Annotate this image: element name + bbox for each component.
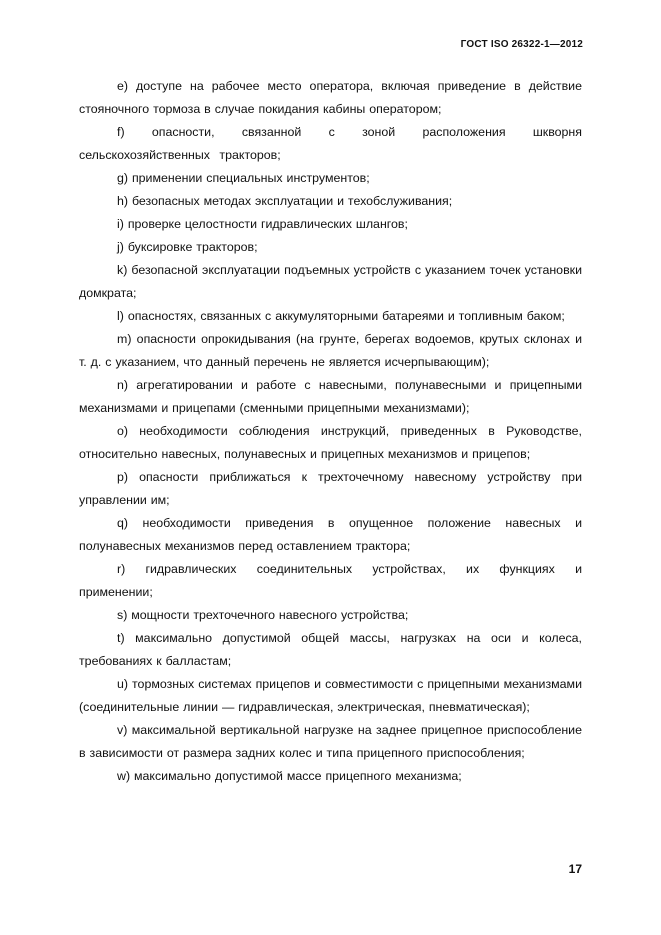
list-item-r: r) гидравлических соединительных устройствах, их функциях и применении; xyxy=(79,562,582,599)
list-item-u: u) тормозных системах прицепов и совместимости с прицепными механизмами (соединительные линии — гидравлическая, электрическая, пневматическая); xyxy=(79,677,582,714)
list-item-o: o) необходимости соблюдения инструкций, приведенных в Руководстве, относительно навесных, полунавесных и прицепных механизмов и прицепов; xyxy=(79,424,582,461)
list-item-h: h) безопасных методах эксплуатации и техобслуживания; xyxy=(117,194,453,208)
list-item-l: l) опасностях, связанных с аккумуляторными батареями и топливным баком; xyxy=(117,309,565,323)
list-item-s: s) мощности трехточечного навесного устройства; xyxy=(117,608,409,622)
page-number: 17 xyxy=(568,862,582,876)
list-item-j: j) буксировке тракторов; xyxy=(117,240,258,254)
list-item-i: i) проверке целостности гидравлических шлангов; xyxy=(117,217,408,231)
list-item-p: p) опасности приближаться к трехточечному навесному устройству при управлении им; xyxy=(79,470,582,507)
list-item-e: e) доступе на рабочее место оператора, включая приведение в действие стояночного тормоза в случае покидания кабины оператором; xyxy=(79,79,582,116)
list-item-n: n) агрегатировании и работе с навесными, полунавесными и прицепными механизмами и прицепами (сменными прицепными механизмами); xyxy=(79,378,582,415)
list-item-g: g) применении специальных инструментов; xyxy=(117,171,370,185)
list-item-k: k) безопасной эксплуатации подъемных устройств с указанием точек установки домкрата; xyxy=(79,263,582,300)
list-item-f: f) опасности, связанной с зоной расположения шкворня сельскохозяйственных тракторов; xyxy=(79,125,582,162)
list-item-m: m) опасности опрокидывания (на грунте, берегах водоемов, крутых склонах и т. д. с указанием, что данный перечень не является исчерпывающим); xyxy=(79,332,582,369)
list-item-q: q) необходимости приведения в опущенное положение навесных и полунавесных механизмов перед оставлением трактора; xyxy=(79,516,582,553)
document-body xyxy=(79,75,582,788)
list-item-v: v) максимальной вертикальной нагрузке на заднее прицепное приспособление в зависимости от размера задних колес и типа прицепного приспособления; xyxy=(79,723,582,760)
list-item-w: w) максимально допустимой массе прицепного механизма; xyxy=(117,769,462,783)
list-item-t: t) максимально допустимой общей массы, нагрузках на оси и колеса, требованиях к балластам; xyxy=(79,631,582,668)
document-header: ГОСТ ISO 26322-1—2012 xyxy=(460,39,583,50)
